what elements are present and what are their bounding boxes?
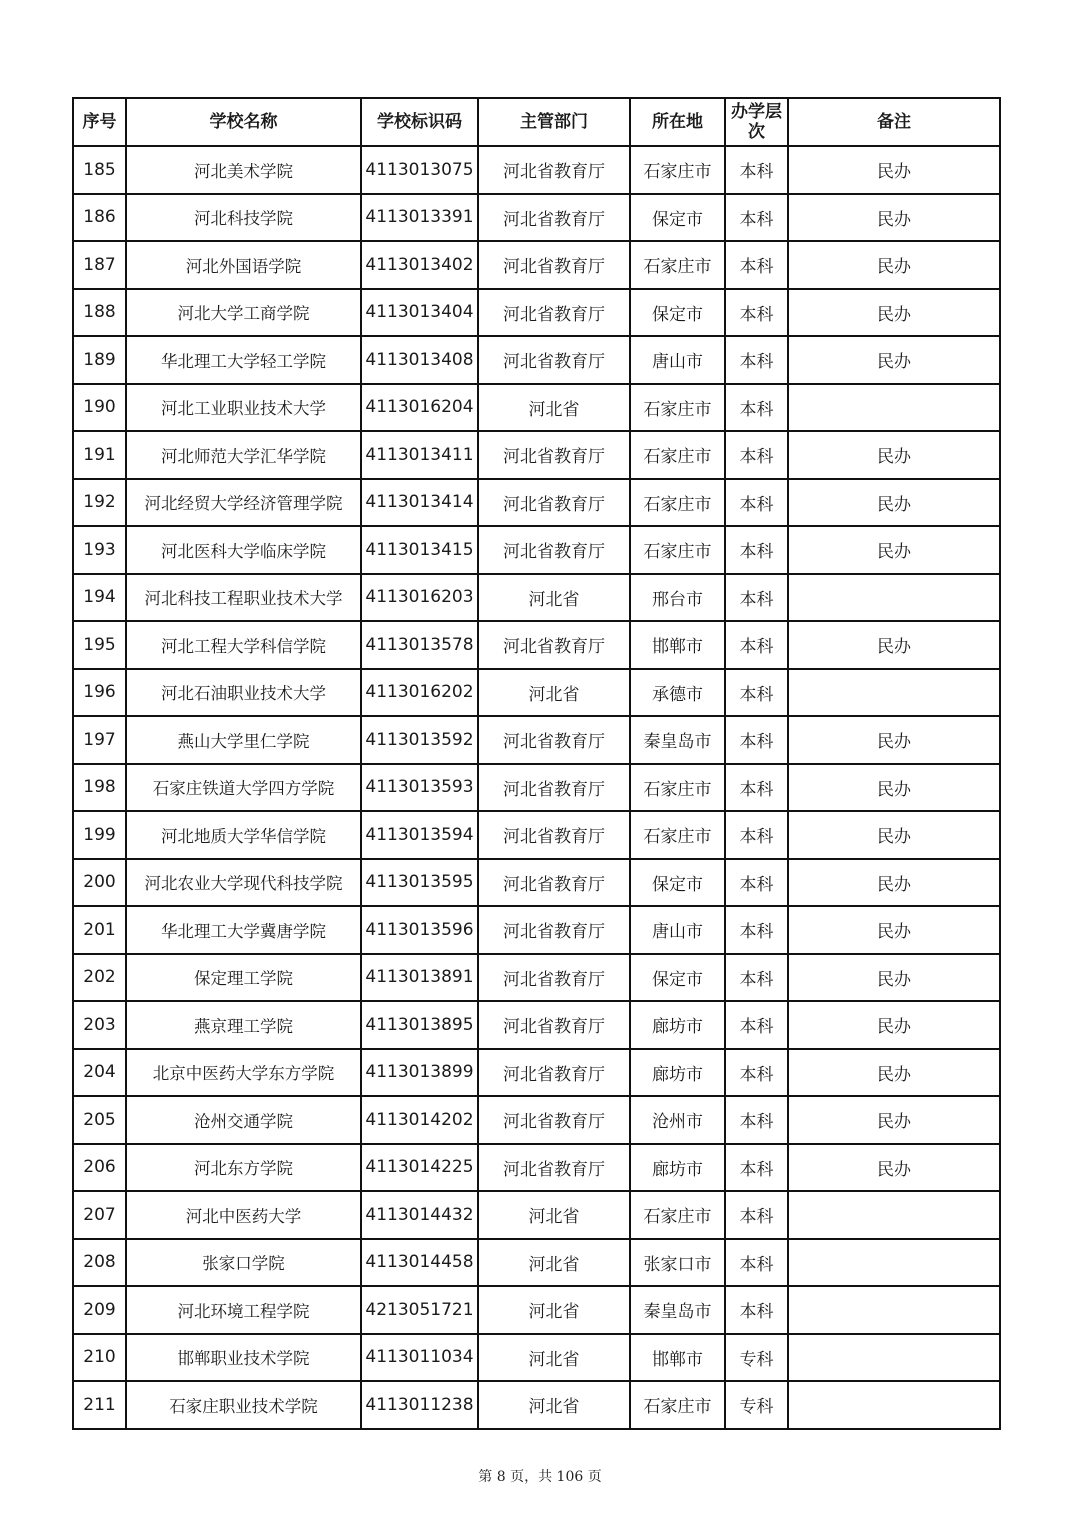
cell-seq: 207 bbox=[73, 1191, 126, 1239]
cell-seq: 185 bbox=[73, 146, 126, 194]
cell-department: 河北省教育厅 bbox=[478, 1001, 630, 1049]
cell-note: 民办 bbox=[788, 1001, 1000, 1049]
cell-seq: 186 bbox=[73, 194, 126, 242]
cell-note bbox=[788, 574, 1000, 622]
cell-school-code: 4113013075 bbox=[361, 146, 478, 194]
cell-note bbox=[788, 1239, 1000, 1287]
cell-location: 廊坊市 bbox=[630, 1001, 725, 1049]
cell-location: 承德市 bbox=[630, 669, 725, 717]
cell-department: 河北省教育厅 bbox=[478, 479, 630, 527]
table-row bbox=[73, 289, 1000, 337]
cell-school-name: 石家庄职业技术学院 bbox=[126, 1381, 361, 1429]
cell-seq: 209 bbox=[73, 1286, 126, 1334]
cell-note: 民办 bbox=[788, 811, 1000, 859]
cell-note: 民办 bbox=[788, 906, 1000, 954]
cell-level: 本科 bbox=[725, 1001, 788, 1049]
cell-school-name: 华北理工大学轻工学院 bbox=[126, 336, 361, 384]
cell-department: 河北省教育厅 bbox=[478, 146, 630, 194]
cell-school-code: 4113013415 bbox=[361, 526, 478, 574]
cell-level: 本科 bbox=[725, 859, 788, 907]
cell-school-name: 河北地质大学华信学院 bbox=[126, 811, 361, 859]
cell-location: 保定市 bbox=[630, 289, 725, 337]
cell-level: 本科 bbox=[725, 811, 788, 859]
cell-school-name: 河北石油职业技术大学 bbox=[126, 669, 361, 717]
header-note: 备注 bbox=[788, 98, 1000, 146]
cell-seq: 192 bbox=[73, 479, 126, 527]
cell-school-name: 河北科技工程职业技术大学 bbox=[126, 574, 361, 622]
cell-school-name: 河北美术学院 bbox=[126, 146, 361, 194]
cell-note: 民办 bbox=[788, 1049, 1000, 1097]
cell-seq: 204 bbox=[73, 1049, 126, 1097]
cell-location: 秦皇岛市 bbox=[630, 1286, 725, 1334]
cell-school-name: 河北农业大学现代科技学院 bbox=[126, 859, 361, 907]
table-row bbox=[73, 954, 1000, 1002]
header-code: 学校标识码 bbox=[361, 98, 478, 146]
cell-school-code: 4113013593 bbox=[361, 764, 478, 812]
table-row bbox=[73, 811, 1000, 859]
cell-note: 民办 bbox=[788, 954, 1000, 1002]
cell-department: 河北省教育厅 bbox=[478, 764, 630, 812]
cell-location: 廊坊市 bbox=[630, 1049, 725, 1097]
cell-seq: 196 bbox=[73, 669, 126, 717]
cell-school-code: 4113014225 bbox=[361, 1144, 478, 1192]
cell-school-code: 4113013411 bbox=[361, 431, 478, 479]
cell-department: 河北省 bbox=[478, 1334, 630, 1382]
cell-school-code: 4113013899 bbox=[361, 1049, 478, 1097]
table-row bbox=[73, 1239, 1000, 1287]
cell-school-code: 4113013402 bbox=[361, 241, 478, 289]
cell-school-name: 华北理工大学冀唐学院 bbox=[126, 906, 361, 954]
cell-seq: 208 bbox=[73, 1239, 126, 1287]
header-dept: 主管部门 bbox=[478, 98, 630, 146]
table-row bbox=[73, 336, 1000, 384]
cell-school-name: 燕山大学里仁学院 bbox=[126, 716, 361, 764]
cell-school-name: 河北外国语学院 bbox=[126, 241, 361, 289]
cell-department: 河北省教育厅 bbox=[478, 1049, 630, 1097]
cell-school-name: 河北经贸大学经济管理学院 bbox=[126, 479, 361, 527]
header-location: 所在地 bbox=[630, 98, 725, 146]
cell-level: 本科 bbox=[725, 479, 788, 527]
cell-department: 河北省 bbox=[478, 1239, 630, 1287]
cell-school-name: 石家庄铁道大学四方学院 bbox=[126, 764, 361, 812]
cell-seq: 205 bbox=[73, 1096, 126, 1144]
cell-school-code: 4113014458 bbox=[361, 1239, 478, 1287]
cell-school-code: 4113016202 bbox=[361, 669, 478, 717]
cell-department: 河北省教育厅 bbox=[478, 859, 630, 907]
cell-note bbox=[788, 1286, 1000, 1334]
cell-school-code: 4113013891 bbox=[361, 954, 478, 1002]
cell-note bbox=[788, 384, 1000, 432]
cell-location: 保定市 bbox=[630, 954, 725, 1002]
table-row bbox=[73, 526, 1000, 574]
cell-department: 河北省教育厅 bbox=[478, 336, 630, 384]
cell-level: 专科 bbox=[725, 1381, 788, 1429]
cell-level: 本科 bbox=[725, 669, 788, 717]
cell-department: 河北省 bbox=[478, 384, 630, 432]
cell-location: 保定市 bbox=[630, 194, 725, 242]
cell-department: 河北省教育厅 bbox=[478, 194, 630, 242]
cell-seq: 188 bbox=[73, 289, 126, 337]
cell-location: 石家庄市 bbox=[630, 526, 725, 574]
cell-seq: 202 bbox=[73, 954, 126, 1002]
cell-department: 河北省 bbox=[478, 669, 630, 717]
cell-school-code: 4113014202 bbox=[361, 1096, 478, 1144]
cell-school-name: 河北工程大学科信学院 bbox=[126, 621, 361, 669]
cell-seq: 195 bbox=[73, 621, 126, 669]
cell-location: 石家庄市 bbox=[630, 479, 725, 527]
table-row bbox=[73, 194, 1000, 242]
cell-school-name: 张家口学院 bbox=[126, 1239, 361, 1287]
cell-level: 本科 bbox=[725, 621, 788, 669]
cell-school-name: 河北医科大学临床学院 bbox=[126, 526, 361, 574]
cell-department: 河北省教育厅 bbox=[478, 431, 630, 479]
cell-school-code: 4113013404 bbox=[361, 289, 478, 337]
cell-level: 本科 bbox=[725, 764, 788, 812]
cell-seq: 189 bbox=[73, 336, 126, 384]
cell-level: 本科 bbox=[725, 1049, 788, 1097]
cell-seq: 210 bbox=[73, 1334, 126, 1382]
cell-school-name: 北京中医药大学东方学院 bbox=[126, 1049, 361, 1097]
cell-level: 本科 bbox=[725, 431, 788, 479]
cell-department: 河北省 bbox=[478, 1286, 630, 1334]
table-row bbox=[73, 574, 1000, 622]
cell-level: 本科 bbox=[725, 1144, 788, 1192]
cell-level: 本科 bbox=[725, 716, 788, 764]
cell-department: 河北省 bbox=[478, 1191, 630, 1239]
cell-location: 唐山市 bbox=[630, 906, 725, 954]
cell-seq: 194 bbox=[73, 574, 126, 622]
cell-school-name: 河北工业职业技术大学 bbox=[126, 384, 361, 432]
cell-department: 河北省 bbox=[478, 1381, 630, 1429]
cell-department: 河北省教育厅 bbox=[478, 1096, 630, 1144]
table-row bbox=[73, 906, 1000, 954]
cell-note: 民办 bbox=[788, 289, 1000, 337]
table-row bbox=[73, 1286, 1000, 1334]
cell-school-name: 河北师范大学汇华学院 bbox=[126, 431, 361, 479]
cell-level: 本科 bbox=[725, 574, 788, 622]
cell-seq: 211 bbox=[73, 1381, 126, 1429]
cell-department: 河北省教育厅 bbox=[478, 716, 630, 764]
cell-note: 民办 bbox=[788, 526, 1000, 574]
cell-level: 本科 bbox=[725, 906, 788, 954]
cell-school-code: 4113013391 bbox=[361, 194, 478, 242]
header-level: 办学层次 bbox=[725, 98, 788, 146]
table-row bbox=[73, 1381, 1000, 1429]
cell-location: 石家庄市 bbox=[630, 764, 725, 812]
cell-level: 专科 bbox=[725, 1334, 788, 1382]
cell-level: 本科 bbox=[725, 336, 788, 384]
cell-seq: 193 bbox=[73, 526, 126, 574]
cell-location: 石家庄市 bbox=[630, 241, 725, 289]
cell-note: 民办 bbox=[788, 479, 1000, 527]
cell-school-name: 保定理工学院 bbox=[126, 954, 361, 1002]
cell-location: 张家口市 bbox=[630, 1239, 725, 1287]
cell-note: 民办 bbox=[788, 241, 1000, 289]
cell-location: 保定市 bbox=[630, 859, 725, 907]
table-row bbox=[73, 1144, 1000, 1192]
schools-table bbox=[72, 97, 1001, 1430]
cell-location: 石家庄市 bbox=[630, 811, 725, 859]
cell-level: 本科 bbox=[725, 1191, 788, 1239]
cell-level: 本科 bbox=[725, 954, 788, 1002]
cell-level: 本科 bbox=[725, 384, 788, 432]
cell-school-name: 河北中医药大学 bbox=[126, 1191, 361, 1239]
cell-note bbox=[788, 1191, 1000, 1239]
cell-note: 民办 bbox=[788, 764, 1000, 812]
cell-seq: 198 bbox=[73, 764, 126, 812]
cell-location: 邢台市 bbox=[630, 574, 725, 622]
cell-school-code: 4113011034 bbox=[361, 1334, 478, 1382]
cell-school-code: 4113013592 bbox=[361, 716, 478, 764]
cell-location: 邯郸市 bbox=[630, 1334, 725, 1382]
cell-school-name: 沧州交通学院 bbox=[126, 1096, 361, 1144]
cell-note: 民办 bbox=[788, 859, 1000, 907]
cell-department: 河北省教育厅 bbox=[478, 1144, 630, 1192]
table-row bbox=[73, 621, 1000, 669]
table-body bbox=[73, 146, 1000, 1429]
table-row bbox=[73, 1096, 1000, 1144]
cell-department: 河北省 bbox=[478, 574, 630, 622]
table-row bbox=[73, 1001, 1000, 1049]
cell-note: 民办 bbox=[788, 621, 1000, 669]
cell-location: 秦皇岛市 bbox=[630, 716, 725, 764]
cell-school-code: 4113016204 bbox=[361, 384, 478, 432]
cell-note bbox=[788, 1381, 1000, 1429]
cell-level: 本科 bbox=[725, 1286, 788, 1334]
table-row bbox=[73, 716, 1000, 764]
cell-department: 河北省教育厅 bbox=[478, 526, 630, 574]
cell-note bbox=[788, 669, 1000, 717]
cell-seq: 201 bbox=[73, 906, 126, 954]
cell-seq: 199 bbox=[73, 811, 126, 859]
cell-location: 石家庄市 bbox=[630, 1191, 725, 1239]
cell-school-name: 燕京理工学院 bbox=[126, 1001, 361, 1049]
cell-note: 民办 bbox=[788, 1144, 1000, 1192]
cell-level: 本科 bbox=[725, 146, 788, 194]
cell-note: 民办 bbox=[788, 716, 1000, 764]
cell-location: 石家庄市 bbox=[630, 146, 725, 194]
cell-seq: 190 bbox=[73, 384, 126, 432]
cell-school-code: 4113016203 bbox=[361, 574, 478, 622]
table-row bbox=[73, 1334, 1000, 1382]
table-row bbox=[73, 1191, 1000, 1239]
table-row bbox=[73, 146, 1000, 194]
cell-level: 本科 bbox=[725, 241, 788, 289]
cell-school-code: 4113013408 bbox=[361, 336, 478, 384]
cell-level: 本科 bbox=[725, 1096, 788, 1144]
cell-location: 沧州市 bbox=[630, 1096, 725, 1144]
table-row bbox=[73, 384, 1000, 432]
cell-seq: 197 bbox=[73, 716, 126, 764]
cell-location: 石家庄市 bbox=[630, 1381, 725, 1429]
cell-location: 唐山市 bbox=[630, 336, 725, 384]
cell-school-name: 河北大学工商学院 bbox=[126, 289, 361, 337]
table-row bbox=[73, 669, 1000, 717]
table-row bbox=[73, 764, 1000, 812]
cell-school-code: 4113014432 bbox=[361, 1191, 478, 1239]
cell-department: 河北省教育厅 bbox=[478, 906, 630, 954]
header-name: 学校名称 bbox=[126, 98, 361, 146]
cell-school-name: 河北科技学院 bbox=[126, 194, 361, 242]
cell-level: 本科 bbox=[725, 194, 788, 242]
table-row bbox=[73, 479, 1000, 527]
table-row bbox=[73, 431, 1000, 479]
cell-school-code: 4113013895 bbox=[361, 1001, 478, 1049]
cell-department: 河北省教育厅 bbox=[478, 289, 630, 337]
cell-department: 河北省教育厅 bbox=[478, 954, 630, 1002]
cell-department: 河北省教育厅 bbox=[478, 621, 630, 669]
cell-school-name: 邯郸职业技术学院 bbox=[126, 1334, 361, 1382]
cell-school-code: 4213051721 bbox=[361, 1286, 478, 1334]
cell-note: 民办 bbox=[788, 194, 1000, 242]
cell-school-code: 4113013596 bbox=[361, 906, 478, 954]
cell-school-code: 4113013594 bbox=[361, 811, 478, 859]
cell-location: 廊坊市 bbox=[630, 1144, 725, 1192]
cell-department: 河北省教育厅 bbox=[478, 811, 630, 859]
cell-seq: 206 bbox=[73, 1144, 126, 1192]
cell-school-code: 4113013595 bbox=[361, 859, 478, 907]
cell-location: 石家庄市 bbox=[630, 431, 725, 479]
cell-location: 石家庄市 bbox=[630, 384, 725, 432]
cell-seq: 191 bbox=[73, 431, 126, 479]
cell-note: 民办 bbox=[788, 146, 1000, 194]
table-row bbox=[73, 241, 1000, 289]
cell-level: 本科 bbox=[725, 1239, 788, 1287]
cell-school-code: 4113013578 bbox=[361, 621, 478, 669]
cell-level: 本科 bbox=[725, 526, 788, 574]
cell-seq: 200 bbox=[73, 859, 126, 907]
cell-school-code: 4113011238 bbox=[361, 1381, 478, 1429]
cell-school-name: 河北东方学院 bbox=[126, 1144, 361, 1192]
header-seq: 序号 bbox=[73, 98, 126, 146]
cell-school-name: 河北环境工程学院 bbox=[126, 1286, 361, 1334]
cell-school-code: 4113013414 bbox=[361, 479, 478, 527]
cell-seq: 187 bbox=[73, 241, 126, 289]
cell-department: 河北省教育厅 bbox=[478, 241, 630, 289]
cell-note: 民办 bbox=[788, 336, 1000, 384]
cell-note: 民办 bbox=[788, 1096, 1000, 1144]
cell-note: 民办 bbox=[788, 431, 1000, 479]
cell-seq: 203 bbox=[73, 1001, 126, 1049]
cell-location: 邯郸市 bbox=[630, 621, 725, 669]
cell-note bbox=[788, 1334, 1000, 1382]
page-footer: 第 8 页，共 106 页 bbox=[478, 1469, 602, 1485]
header-row bbox=[73, 98, 1000, 146]
table-row bbox=[73, 859, 1000, 907]
table-header bbox=[73, 98, 1000, 146]
table-row bbox=[73, 1049, 1000, 1097]
cell-level: 本科 bbox=[725, 289, 788, 337]
